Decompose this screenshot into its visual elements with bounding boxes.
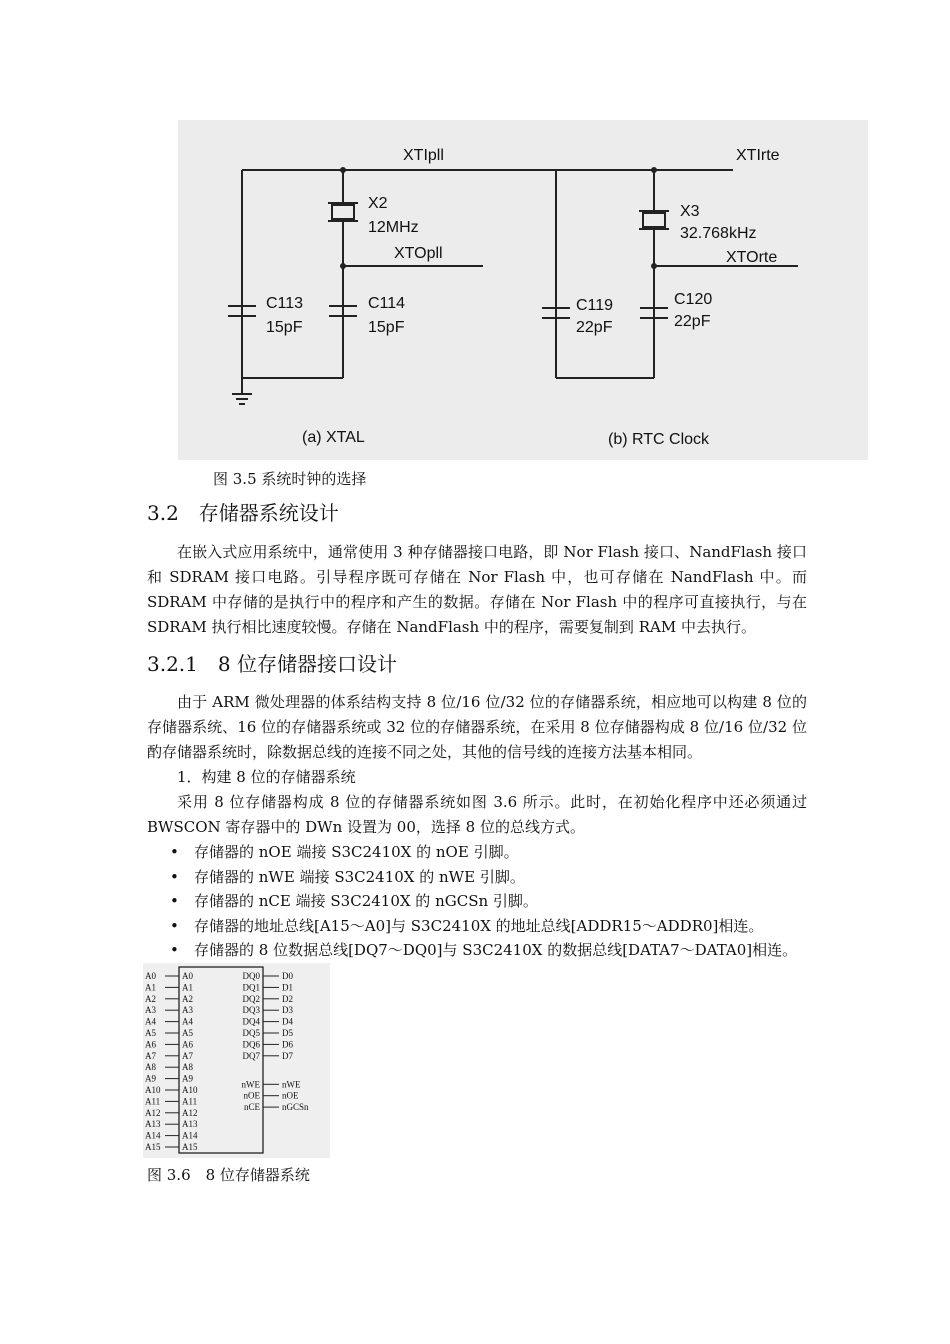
label-rtc-clock: (b) RTC Clock xyxy=(608,431,710,448)
section-3-2-1-heading: 3.2.1 8 位存储器接口设计 xyxy=(147,652,397,676)
address-line-label: A7 xyxy=(145,1050,156,1061)
label-xtorte: XTOrte xyxy=(726,249,778,266)
section-3-2-1-body xyxy=(147,690,807,840)
label-x2-freq: 12MHz xyxy=(368,219,419,236)
data-line-label: D6 xyxy=(282,1039,293,1050)
data-line-label: D4 xyxy=(282,1016,293,1027)
label-c119: C119 xyxy=(576,297,614,314)
dq-pin-label: DQ7 xyxy=(242,1050,260,1061)
list-item: • 存储器的 nOE 端接 S3C2410X 的 nOE 引脚。 xyxy=(170,840,810,865)
bullet-icon: • xyxy=(170,892,179,910)
label-c114-value: 15pF xyxy=(368,319,405,336)
label-c119-value: 22pF xyxy=(576,319,613,336)
address-line-label: A9 xyxy=(145,1073,156,1084)
address-line-label: A10 xyxy=(145,1085,161,1095)
address-pin-label: A4 xyxy=(182,1016,193,1027)
data-line-label: D7 xyxy=(282,1050,293,1061)
address-pin-label: A5 xyxy=(182,1028,193,1038)
address-pin-label: A13 xyxy=(182,1119,198,1130)
address-pin-label: A2 xyxy=(182,993,193,1004)
address-line-label: A5 xyxy=(145,1028,156,1038)
dq-pin-label: DQ4 xyxy=(242,1016,260,1027)
address-line-label: A1 xyxy=(145,982,156,993)
label-xtopll: XTOpll xyxy=(394,245,443,262)
address-pin-label: A7 xyxy=(182,1050,193,1061)
dq-pin-label: DQ5 xyxy=(242,1028,260,1038)
subsection-heading: 1．构建 8 位的存储器系统 xyxy=(177,768,356,786)
label-c113: C113 xyxy=(266,295,304,312)
label-c120: C120 xyxy=(674,291,713,308)
control-pin-label: nOE xyxy=(243,1090,260,1101)
address-line-label: A3 xyxy=(145,1005,156,1016)
address-line-label: A2 xyxy=(145,993,156,1004)
figure-3-6 xyxy=(143,963,330,1158)
control-pin-label: nCE xyxy=(243,1102,260,1113)
list-item: • 存储器的 8 位数据总线[DQ7～DQ0]与 S3C2410X 的数据总线[DATA7～DATA0]相连。 xyxy=(170,938,810,963)
bullet-icon: • xyxy=(170,941,179,959)
address-pin-label: A9 xyxy=(182,1073,193,1084)
address-line-label: A14 xyxy=(145,1130,161,1141)
address-pin-label: A8 xyxy=(182,1062,193,1073)
address-line-label: A0 xyxy=(145,971,156,981)
label-xtipll: XTIpll xyxy=(403,147,444,164)
address-pin-label: A3 xyxy=(182,1005,193,1016)
control-line-label: nOE xyxy=(282,1090,299,1101)
address-line-label: A8 xyxy=(145,1062,156,1073)
section-3-2-1-paragraph-1: 由于 ARM 微处理器的体系结构支持 8 位/16 位/32 位的存储器系统，相应地可以构建 8 位的存储器系统、16 位的存储器系统或 32 位的存储器系统，在采用 8 位存储器构成 8 位/16 位/32 位酌存储器系统时，除数据总线的连接不同之处，其他的信号线的连接方法基本相同。 xyxy=(147,693,807,761)
bullet-icon: • xyxy=(170,916,179,935)
label-x3: X3 xyxy=(680,203,700,220)
list-item: • 存储器的地址总线[A15～A0]与 S3C2410X 的地址总线[ADDR15～ADDR0]相连。 xyxy=(170,914,810,939)
label-c113-value: 15pF xyxy=(266,319,303,336)
address-pin-label: A6 xyxy=(182,1039,193,1050)
bullet-icon: • xyxy=(170,867,179,886)
dq-pin-label: DQ3 xyxy=(242,1005,260,1016)
label-xtirte: XTIrte xyxy=(736,147,780,164)
data-line-label: D0 xyxy=(282,971,293,981)
data-line-label: D5 xyxy=(282,1028,293,1038)
dq-pin-label: DQ0 xyxy=(242,971,260,981)
label-c114: C114 xyxy=(368,295,406,312)
label-xtal: (a) XTAL xyxy=(302,429,365,446)
address-pin-label: A12 xyxy=(182,1107,198,1118)
dq-pin-label: DQ1 xyxy=(242,982,260,993)
data-line-label: D1 xyxy=(282,982,293,993)
address-pin-label: A10 xyxy=(182,1085,198,1095)
address-line-label: A13 xyxy=(145,1119,161,1130)
dq-pin-label: DQ2 xyxy=(242,993,260,1004)
address-line-label: A15 xyxy=(145,1142,161,1152)
address-pin-label: A14 xyxy=(182,1130,198,1141)
address-line-label: A4 xyxy=(145,1016,156,1027)
memory-connection-diagram xyxy=(143,963,330,1158)
address-pin-label: A15 xyxy=(182,1142,198,1152)
bullet-list xyxy=(170,840,810,963)
section-3-2-1-paragraph-2: 采用 8 位存储器构成 8 位的存储器系统如图 3.6 所示。此时，在初始化程序中还必须通过 BWSCON 寄存器中的 DWn 设置为 00，选择 8 位的总线方式。 xyxy=(147,793,807,836)
address-line-label: A11 xyxy=(145,1096,161,1107)
address-line-label: A12 xyxy=(145,1107,161,1118)
list-item: • 存储器的 nWE 端接 S3C2410X 的 nWE 引脚。 xyxy=(170,865,810,890)
bullet-icon: • xyxy=(170,843,179,861)
data-line-label: D3 xyxy=(282,1005,293,1016)
section-3-2-heading: 3.2 存储器系统设计 xyxy=(147,501,339,525)
list-item: • 存储器的 nCE 端接 S3C2410X 的 nGCSn 引脚。 xyxy=(170,889,810,914)
control-pin-label: nWE xyxy=(241,1079,260,1090)
control-line-label: nGCSn xyxy=(282,1102,309,1113)
data-line-label: D2 xyxy=(282,993,293,1004)
label-x2: X2 xyxy=(368,195,388,212)
clock-circuit-diagram xyxy=(178,120,868,460)
address-pin-label: A11 xyxy=(182,1096,198,1107)
label-c120-value: 22pF xyxy=(674,313,711,330)
dq-pin-label: DQ6 xyxy=(242,1039,260,1050)
address-pin-label: A0 xyxy=(182,971,193,981)
figure-3-6-caption: 图 3.6 8 位存储器系统 xyxy=(147,1166,310,1184)
control-line-label: nWE xyxy=(282,1079,301,1090)
figure-3-5 xyxy=(178,120,868,460)
section-3-2-paragraph: 在嵌入式应用系统中，通常使用 3 种存储器接口电路，即 Nor Flash 接口、NandFlash 接口和 SDRAM 接口电路。引导程序既可存储在 Nor Flash 中，也可存储在 NandFlash 中。而 SDRAM 中存储的是执行中的程序和产生的数据。存储在 Nor Flash 中的程序可直接执行，与在 SDRAM 执行相比速度较慢。存储在 NandFlash 中的程序，需要复制到 RAM 中去执行。 xyxy=(147,543,807,636)
figure-3-5-caption: 图 3.5 系统时钟的选择 xyxy=(213,470,367,488)
section-3-2-body xyxy=(147,540,807,640)
address-line-label: A6 xyxy=(145,1039,156,1050)
label-x3-freq: 32.768kHz xyxy=(680,225,757,242)
address-pin-label: A1 xyxy=(182,982,193,993)
